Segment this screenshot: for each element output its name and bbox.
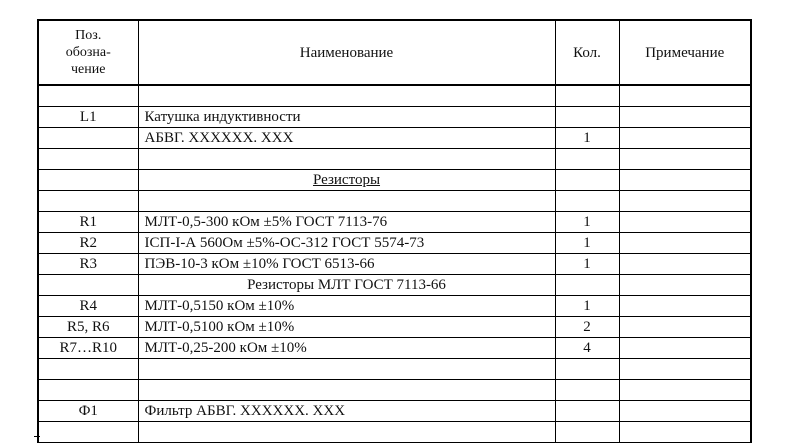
table-row (38, 85, 751, 107)
cell-note (619, 296, 751, 317)
table-row (38, 275, 751, 296)
table-row (38, 296, 751, 317)
cell-note (619, 380, 751, 401)
cell-position (38, 359, 138, 380)
cell-note (619, 170, 751, 191)
cell-quantity: 1 (555, 212, 619, 233)
cell-quantity (555, 275, 619, 296)
cell-quantity (555, 401, 619, 422)
cell-quantity (555, 170, 619, 191)
cell-position: R3 (38, 254, 138, 275)
cell-note (619, 317, 751, 338)
cell-quantity: 1 (555, 233, 619, 254)
table-row (38, 191, 751, 212)
cell-quantity (555, 85, 619, 107)
cell-name (138, 380, 555, 401)
cell-note (619, 275, 751, 296)
cell-position (38, 422, 138, 443)
cell-note (619, 149, 751, 170)
cell-note (619, 254, 751, 275)
cell-note (619, 422, 751, 443)
table-row (38, 233, 751, 254)
table-row (38, 380, 751, 401)
cell-note (619, 191, 751, 212)
cell-note (619, 359, 751, 380)
cell-quantity (555, 107, 619, 128)
table-row (38, 359, 751, 380)
table-body (38, 85, 751, 443)
cell-quantity (555, 149, 619, 170)
header-pos-line-3: чение (71, 62, 106, 77)
header-position-designation (38, 20, 138, 85)
cell-name: Фильтр АБВГ. ХХХХХХ. ХХХ (138, 401, 555, 422)
components-table (37, 19, 752, 443)
cell-position (38, 128, 138, 149)
cell-quantity: 4 (555, 338, 619, 359)
table-row (38, 254, 751, 275)
cell-position (38, 149, 138, 170)
header-quantity: Кол. (555, 20, 619, 85)
header-name: Наименование (138, 20, 555, 85)
cell-position: R5, R6 (38, 317, 138, 338)
cell-note (619, 107, 751, 128)
header-pos-line-1: Поз. (75, 28, 102, 43)
table-row (38, 422, 751, 443)
cell-name (138, 359, 555, 380)
table-header-row (38, 20, 751, 85)
cell-note (619, 128, 751, 149)
cell-position: R1 (38, 212, 138, 233)
cell-name (138, 422, 555, 443)
cell-name: IСП-I-А 560Ом ±5%-ОС-312 ГОСТ 5574-73 (138, 233, 555, 254)
cell-note (619, 338, 751, 359)
cell-quantity: 1 (555, 296, 619, 317)
cell-quantity (555, 359, 619, 380)
cell-name: МЛТ-0,5-300 кОм ±5% ГОСТ 7113-76 (138, 212, 555, 233)
cell-note (619, 212, 751, 233)
cell-quantity (555, 380, 619, 401)
cell-name: Резисторы МЛТ ГОСТ 7113-66 (138, 275, 555, 296)
cell-quantity (555, 422, 619, 443)
table-row (38, 128, 751, 149)
cell-name (138, 170, 555, 191)
header-note: Примечание (619, 20, 751, 85)
cell-position (38, 85, 138, 107)
table-row (38, 107, 751, 128)
table-row (38, 401, 751, 422)
cell-name (138, 149, 555, 170)
cell-position: L1 (38, 107, 138, 128)
cell-position (38, 380, 138, 401)
table-row (38, 212, 751, 233)
cell-note (619, 401, 751, 422)
cell-name: АБВГ. ХХХХХХ. ХХХ (138, 128, 555, 149)
cell-note (619, 85, 751, 107)
cell-quantity: 2 (555, 317, 619, 338)
cell-quantity: 1 (555, 254, 619, 275)
cell-position: R2 (38, 233, 138, 254)
cell-name: МЛТ-0,5100 кОм ±10% (138, 317, 555, 338)
section-heading: Резисторы (312, 172, 381, 188)
table-row (38, 317, 751, 338)
table-row (38, 170, 751, 191)
cell-position (38, 275, 138, 296)
cell-name: МЛТ-0,25-200 кОм ±10% (138, 338, 555, 359)
cell-name: ПЭВ-10-3 кОм ±10% ГОСТ 6513-66 (138, 254, 555, 275)
table-row (38, 149, 751, 170)
cell-position: Ф1 (38, 401, 138, 422)
cell-position (38, 170, 138, 191)
table-row (38, 338, 751, 359)
cell-quantity (555, 191, 619, 212)
margin-mark (34, 436, 40, 437)
cell-position (38, 191, 138, 212)
cell-position: R4 (38, 296, 138, 317)
cell-name (138, 85, 555, 107)
header-pos-line-2: обозна- (65, 45, 111, 60)
cell-quantity: 1 (555, 128, 619, 149)
cell-name: Катушка индуктивности (138, 107, 555, 128)
cell-position: R7…R10 (38, 338, 138, 359)
cell-name (138, 191, 555, 212)
cell-note (619, 233, 751, 254)
cell-name: МЛТ-0,5150 кОм ±10% (138, 296, 555, 317)
